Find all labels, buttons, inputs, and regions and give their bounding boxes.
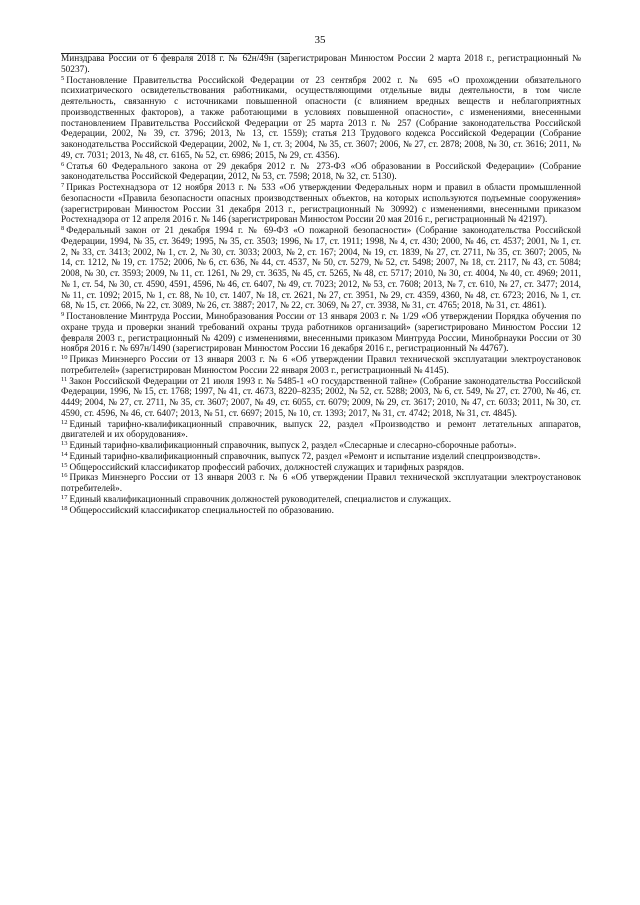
footnote-number: 5 — [61, 74, 65, 82]
footnote-number: 11 — [61, 375, 68, 383]
footnote-number: 9 — [61, 311, 65, 318]
footnote-number: 8 — [61, 225, 65, 232]
footnote-8 — [61, 226, 581, 312]
footnote-text: Единый тарифно-квалификационный справочник, выпуск 22, раздел «Производство и ремонт летательных аппаратов, двигателей и их оборудования». — [61, 419, 581, 441]
footnote-text: Приказ Минэнерго России от 13 января 2003 г. № 6 «Об утверждении Правил технической эксплуатации электроустановок потребителей». — [61, 473, 581, 494]
footnote-6 — [61, 162, 581, 184]
footnote-12 — [61, 420, 581, 442]
footnote-text: Приказ Ростехнадзора от 12 ноября 2013 г. № 533 «Об утверждении Федеральных норм и правил в области промышленной безопасности «Правила безопасности опасных производственных объектов, на которых используются подъемные сооружения» (зарегистрирован Минюстом России 31 декабря 2013 г., регистрационный № 30992) с изменениями, внесенными приказом Ростехнадзора от 12 апреля 2016 г. № 146 (зарегистрирован Минюстом России 20 мая 2016 г., регистрационный № 42197). — [61, 183, 581, 226]
footnote-17 — [61, 495, 581, 506]
footnote-text: Общероссийский классификатор профессий рабочих, должностей служащих и тарифных разрядов. — [69, 462, 464, 473]
footnote-18 — [61, 506, 581, 517]
footnote-text: Постановление Минтруда России, Минобразования России от 13 января 2003 г. № 1/29 «Об утверждении Порядка обучения по охране труда и проверки знаний требований охраны труда работников организаций» (зарегистрировано Минюстом России 12 февраля 2003 г., регистрационный № 4209) с изменениями, внесенными приказом Минтруда России, Минобрнауки России от 30 ноября 2016 г. № 697н/1490 (зарегистрирован Минюстом России 16 декабря 2016 г., регистрационный № 44767). — [61, 312, 581, 355]
footnote-number: 6 — [61, 160, 65, 168]
footnote-number: 14 — [61, 450, 68, 458]
footnote-9 — [61, 312, 581, 355]
footnote-number: 13 — [61, 440, 68, 447]
footnote-number: 15 — [61, 461, 68, 469]
footnote-text: Общероссийский классификатор специальностей по образованию. — [69, 505, 334, 516]
footnote-text: Минздрава России от 6 февраля 2018 г. № 62н/49н (зарегистрирован Минюстом России 2 марта 2018 г., регистрационный № 50237). — [61, 54, 581, 75]
footnote-text: Статья 60 Федерального закона от 29 декабря 2012 г. № 273-ФЗ «Об образовании в Российской Федерации» (Собрание законодательства Российской Федерации, 2012, № 53, ст. 7598; 2018, № 32, ст. 5130). — [61, 161, 581, 183]
footnote-5 — [61, 76, 581, 162]
footnote-text: Единый квалификационный справочник должностей руководителей, специалистов и служащих. — [69, 494, 452, 505]
footnote-text: Единый тарифно-квалификационный справочник, выпуск 72, раздел «Ремонт и испытание изделий спецпроизводств». — [69, 451, 541, 462]
footnote-text: Постановление Правительства Российской Федерации от 23 сентября 2002 г. № 695 «О прохождении обязательного психиатрического освидетельствования работниками, осуществляющими отдельные виды деятельности, в том числе деятельность, связанную с источниками повышенной опасности (с влиянием вредных веществ и неблагоприятных производственных факторов), а также работающими в условиях повышенной опасности», с изменениями, внесенными постановлением Правительства Российской Федерации от 25 марта 2013 г. № 257 (Собрание законодательства Российской Федерации, 2002, № 39, ст. 3796; 2013, № 13, ст. 1559); статья 213 Трудового кодекса Российской Федерации (Собрание законодательства Российской Федерации, 2002, № 1, ст. 3; 2004, № 35, ст. 3607; 2006, № 27, ст. 2878; 2008, № 30, ст. 3616; 2011, № 49, ст. 7031; 2013, № 48, ст. 6165, № 52, ст. 6986; 2015, № 29, ст. 4356). — [61, 75, 581, 161]
footnote-14 — [61, 452, 581, 463]
footnote-continued — [61, 54, 581, 76]
footnote-text: Федеральный закон от 21 декабря 1994 г. № 69-ФЗ «О пожарной безопасности» (Собрание законодательства Российской Федерации, 1994, № 35, ст. 3649; 1995, № 35, ст. 3503; 1996, № 17, ст. 1911; 1998, № 4, ст. 430; 2000, № 46, ст. 4537; 2001, № 1, ст. 2, № 33, ст. 3413; 2002, № 1, ст. 2, № 30, ст. 3033; 2003, № 2, ст. 167; 2004, № 19, ст. 1839, № 27, ст. 2711, № 35, ст. 3607; 2005, № 14, ст. 1212, № 19, ст. 1752; 2006, № 6, ст. 636, № 44, ст. 4537, № 50, ст. 5279, № 52, ст. 5498; 2007, № 18, ст. 2117, № 43, ст. 5084; 2008, № 30, ст. 3593; 2009, № 11, ст. 1261, № 29, ст. 3635, № 45, ст. 5265, № 48, ст. 5717; 2010, № 30, ст. 4004, № 40, ст. 4969; 2011, № 1, ст. 54, № 30, ст. 4590, 4591, 4596, № 46, ст. 6407, № 49, ст. 7023; 2012, № 53, ст. 7608; 2013, № 7, ст. 610, № 27, ст. 3477; 2014, № 11, ст. 1092; 2015, № 1, ст. 88, № 10, ст. 1407, № 18, ст. 2621, № 27, ст. 3951, № 29, ст. 4359, 4360, № 48, ст. 6723; 2016, № 1, ст. 68, № 15, ст. 2066, № 22, ст. 3089, № 26, ст. 3887; 2017, № 22, ст. 3069, № 27, ст. 3938, № 31, ст. 4765; 2018, № 31, ст. 4861). — [61, 226, 581, 312]
footnote-number: 16 — [61, 472, 68, 480]
footnote-10 — [61, 355, 581, 377]
footnote-text: Приказ Минэнерго России от 13 января 2003 г. № 6 «Об утверждении Правил технической эксплуатации электроустановок потребителей» (зарегистрирован Минюстом России 22 января 2003 г., регистрационный № 4145). — [61, 355, 581, 376]
footnote-7 — [61, 183, 581, 226]
footnote-11 — [61, 377, 581, 420]
footnote-13 — [61, 441, 581, 452]
footnote-number: 7 — [61, 182, 65, 189]
footnote-15 — [61, 463, 581, 474]
footnote-text: Единый тарифно-квалификационный справочник, выпуск 2, раздел «Слесарные и слесарно-сборочные работы». — [69, 441, 517, 451]
footnote-number: 10 — [61, 354, 68, 361]
page-number: 35 — [314, 34, 326, 46]
footnote-number: 18 — [61, 504, 68, 512]
footnote-number: 17 — [61, 493, 68, 501]
footnote-16 — [61, 473, 581, 495]
footnote-text: Закон Российской Федерации от 21 июля 1993 г. № 5485-1 «О государственной тайне» (Собрание законодательства Российской Федерации, 1996, № 15, ст. 1768; 1997, № 41, ст. 4673, 8220–8235; 2002, № 52, ст. 5288; 2003, № 6, ст. 549, № 27, ст. 2700, № 46, ст. 4449; 2004, № 27, ст. 2711, № 35, ст. 3607; 2007, № 49, ст. 6055, ст. 6079; 2009, № 29, ст. 3617; 2010, № 47, ст. 6033; 2011, № 30, ст. 4590, ст. 4596, № 46, ст. 6407; 2013, № 51, ст. 6697; 2015, № 10, ст. 1393; 2017, № 31, ст. 4742; 2018, № 31, ст. 4845). — [61, 376, 581, 419]
footnotes-list — [61, 54, 581, 516]
footnote-number: 12 — [61, 418, 68, 426]
